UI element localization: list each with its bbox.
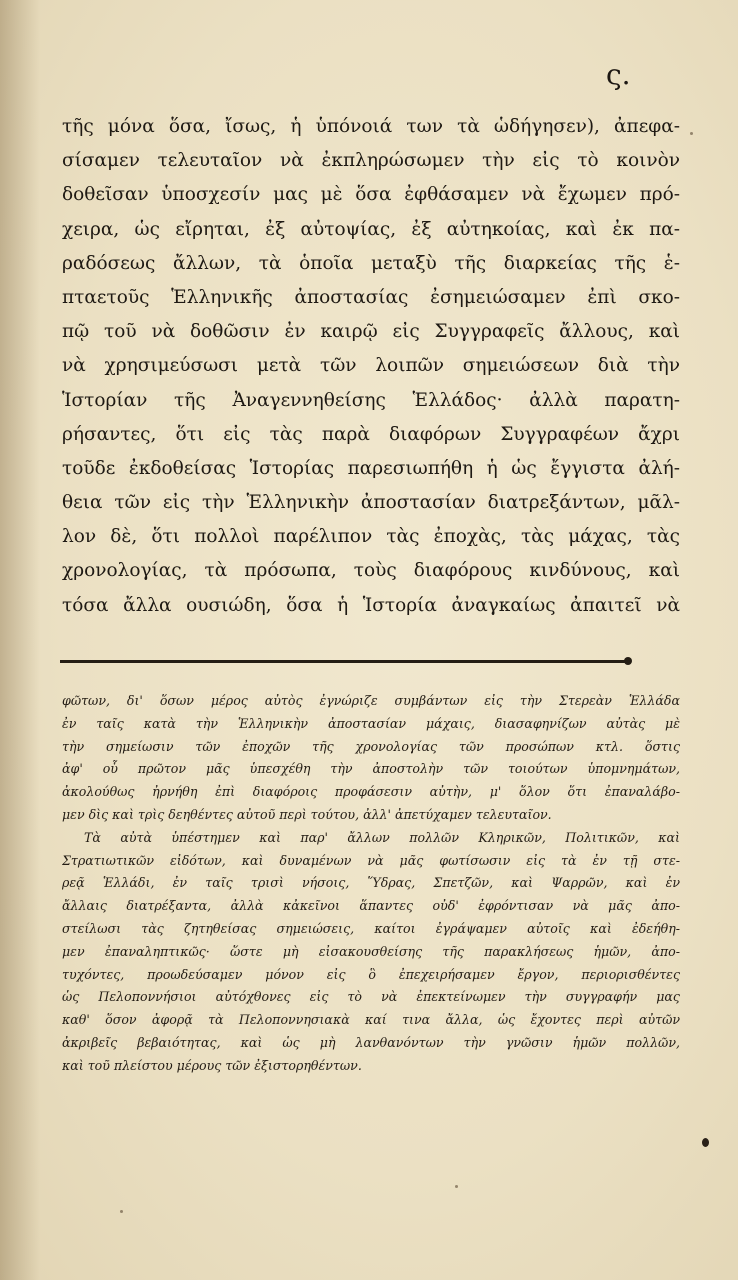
footnote-line: ρεᾷ Ἑλλάδι, ἐν ταῖς τρισὶ νήσοις, Ὕδρας, Σπετζῶν, καὶ Ψαρρῶν, καὶ ἐν: [62, 875, 680, 891]
footnote-line: Στρατιωτικῶν εἰδότων, καὶ δυναμένων νὰ μᾶς φωτίσωσιν εἰς τὰ ἐν τῇ στε-: [62, 852, 680, 868]
footnote-line: φῶτων, δι' ὅσων μέρος αὐτὸς ἐγνώριζε συμβάντων εἰς τὴν Στερεὰν Ἑλλάδα: [62, 693, 680, 708]
main-text-line: ραδόσεως ἄλλων, τὰ ὁποῖα μεταξὺ τῆς διαρκείας τῆς ἑ-: [62, 252, 680, 274]
main-text-line: τόσα ἄλλα ουσιώδη, ὅσα ἡ Ἱστορία ἀναγκαίως ἀπαιτεῖ νὰ: [62, 594, 680, 616]
main-text-line: σίσαμεν τελευταῖον νὰ ἐκπληρώσωμεν τὴν εἰς τὸ κοινὸν: [62, 150, 680, 172]
paper-speck: [690, 132, 693, 135]
main-text-line: θεια τῶν εἰς τὴν Ἑλληνικὴν ἀποστασίαν διατρεξάντων, μᾶλ-: [62, 492, 680, 514]
page-number: ς.: [606, 58, 631, 91]
main-text-line: λον δὲ, ὅτι πολλοὶ παρέλιπον τὰς ἐποχὰς, τὰς μάχας, τὰς: [62, 526, 680, 548]
main-text-line: χρονολογίας, τὰ πρόσωπα, τοὺς διαφόρους κινδύνους, καὶ: [62, 560, 680, 582]
main-text-block: [62, 110, 680, 623]
footnote-line: ἀκριβεῖς βεβαιότητας, καὶ ὡς μὴ λανθανόντων τὴν γνῶσιν ἡμῶν πολλῶν,: [62, 1034, 680, 1050]
main-text-line: δοθεῖσαν ὑποσχεσίν μας μὲ ὅσα ἐφθάσαμεν νὰ ἔχωμεν πρό-: [62, 184, 680, 206]
footnote-line: μεν δὶς καὶ τρὶς δεηθέντες αὐτοῦ περὶ τούτου, ἀλλ' ἀπετύχαμεν τελευταῖον.: [62, 806, 552, 822]
main-text-line: πταετοῦς Ἑλληνικῆς ἀποστασίας ἐσημειώσαμεν ἐπὶ σκο-: [62, 286, 680, 308]
footnote-line: ἐν ταῖς κατὰ τὴν Ἑλληνικὴν ἀποστασίαν μάχαις, διασαφηνίζων αὐτὰς μὲ: [62, 715, 680, 731]
footnote-divider-rule: [60, 660, 630, 663]
footnote-line: στείλωσι τὰς ζητηθείσας σημειώσεις, καίτοι ἐγράψαμεν αὐτοῖς καὶ ἐδεήθη-: [62, 920, 680, 936]
footnote-line: καὶ τοῦ πλείστου μέρους τῶν ἐξιστορηθέντων.: [62, 1057, 362, 1073]
main-text-line: χειρα, ὡς εἴρηται, ἐξ αὐτοψίας, ἐξ αὐτηκοίας, καὶ ἐκ πα-: [62, 218, 680, 240]
ink-blot: [702, 1138, 709, 1147]
footnote-line: τυχόντες, προωδεύσαμεν μόνον εἰς ὃ ἐπεχειρήσαμεν ἔργον, περιορισθέντες: [62, 966, 680, 982]
footnote-line: τὴν σημείωσιν τῶν ἐποχῶν τῆς χρονολογίας τῶν προσώπων κτλ. ὅστις: [62, 738, 680, 754]
main-text-line: τοῦδε ἐκδοθείσας Ἱστορίας παρεσιωπήθη ἡ ὡς ἔγγιστα ἀλή-: [62, 457, 680, 479]
footnote-line: ἀφ' οὗ πρῶτον μᾶς ὑπεσχέθη τὴν ἀποστολὴν τῶν τοιούτων ὑπομνημάτων,: [62, 761, 680, 777]
footnote-line: ἄλλαις διατρέξαντα, ἀλλὰ κἀκεῖνοι ἅπαντες οὐδ' ἐφρόντισαν νὰ μᾶς ἀπο-: [62, 898, 680, 914]
main-text-line: τῆς μόνα ὅσα, ἴσως, ἡ ὑπόνοιά των τὰ ὡδήγησεν), ἀπεφα-: [62, 116, 680, 137]
main-text-line: ρήσαντες, ὅτι εἰς τὰς παρὰ διαφόρων Συγγραφέων ἄχρι: [62, 423, 680, 445]
paper-speck: [455, 1185, 458, 1188]
footnote-line: καθ' ὅσον ἀφορᾷ τὰ Πελοποννησιακὰ καί τινα ἄλλα, ὡς ἔχοντες περὶ αὐτῶν: [62, 1012, 680, 1028]
footnote-line: ὡς Πελοποννήσιοι αὐτόχθονες εἰς τὸ νὰ ἐπεκτείνωμεν τὴν συγγραφήν μας: [62, 989, 680, 1005]
main-text-line: Ἱστορίαν τῆς Ἀναγεννηθείσης Ἑλλάδος· ἀλλὰ παρατη-: [62, 389, 680, 411]
footnote-line: ἀκολούθως ἠρνήθη ἐπὶ διαφόροις προφάσεσιν αὐτὴν, μ' ὅλον ὅτι ἐπαναλάβο-: [62, 784, 680, 800]
main-text-line: πῷ τοῦ νὰ δοθῶσιν ἐν καιρῷ εἰς Συγγραφεῖς ἄλλους, καὶ: [62, 321, 680, 343]
paper-speck: [120, 1210, 123, 1213]
gutter-shadow: [0, 0, 40, 1280]
footnote-block: [62, 690, 680, 1078]
main-text-line: νὰ χρησιμεύσωσι μετὰ τῶν λοιπῶν σημειώσεων διὰ τὴν: [62, 355, 680, 377]
footnote-divider-terminal: [624, 657, 632, 665]
footnote-line: μεν ἐπαναληπτικῶς· ὥστε μὴ εἰσακουσθείσης τῆς παρακλήσεως ἡμῶν, ἀπο-: [62, 943, 680, 959]
footnote-line: Τὰ αὐτὰ ὑπέστημεν καὶ παρ' ἄλλων πολλῶν Κληρικῶν, Πολιτικῶν, καὶ: [84, 829, 680, 845]
